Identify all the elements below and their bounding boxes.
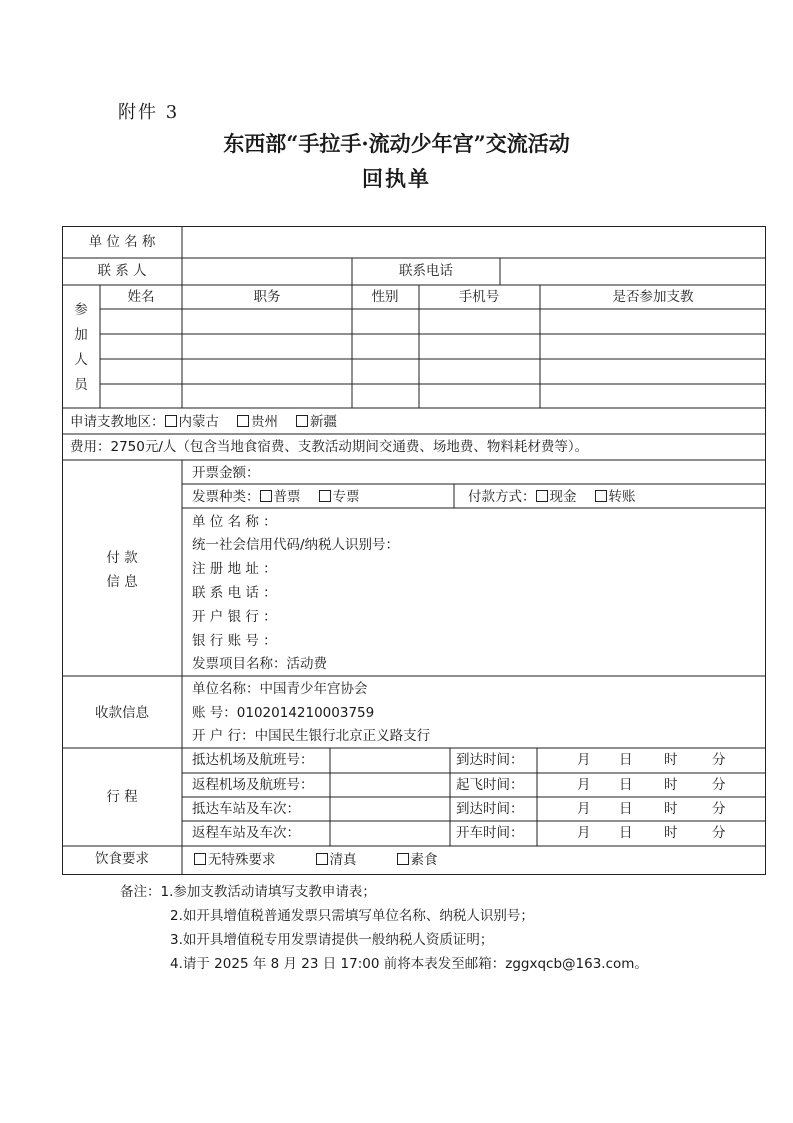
note-line-1: 备注：1.参加支教活动请填写支教申请表； [120,884,376,900]
time-unit-month: 月 [577,777,591,793]
diet-option-none[interactable] [194,853,276,868]
note-line-2: 2.如开具增值税普通发票只需填写单位名称、纳税人识别号； [170,908,534,924]
diet-option-label: 素食 [410,852,438,868]
itinerary-row-arrival-flight: 抵达机场及航班号： [192,752,314,768]
document-title: 东西部“手拉手·流动少年宫”交流活动 [223,131,570,156]
itinerary-row-arrival-train: 抵达车站及车次： [192,801,300,817]
payment-field-bank: 开 户 银 行 ： [192,609,277,625]
pay-method-option-label: 转账 [608,489,636,505]
invoice-type-option-label: 专票 [332,489,360,505]
itinerary-train-departure-time-label: 开车时间： [456,825,524,841]
payment-field-account: 银 行 账 号 ： [192,633,277,649]
time-unit-hour: 时 [664,801,678,817]
contact-phone-label: 联系电话 [399,263,453,279]
region-option-label: 贵州 [251,414,278,430]
contact-label: 联 系 人 [97,263,147,279]
checkbox-icon[interactable] [397,853,409,865]
time-unit-minute: 分 [712,777,726,793]
invoice-type-normal[interactable] [260,490,301,505]
pay-method-label: 付款方式： [468,489,536,505]
time-unit-hour: 时 [664,752,678,768]
fee-text: 费用：2750元/人（包含当地食宿费、支教活动期间交通费、场地费、物料耗材费等）。 [70,439,589,455]
invoice-type-special[interactable] [319,490,360,505]
time-unit-day: 日 [619,825,633,841]
time-unit-month: 月 [577,825,591,841]
column-header-name: 姓名 [127,289,155,305]
note-line-3: 3.如开具增值税专用发票请提供一般纳税人资质证明； [170,932,494,948]
time-unit-month: 月 [577,801,591,817]
invoice-type-option-label: 普票 [273,489,301,505]
invoice-type-row [192,490,360,505]
attachment-label: 附件 3 [118,102,180,123]
itinerary-train-arrival-time-label: 到达时间： [456,801,524,817]
time-unit-hour: 时 [664,825,678,841]
document-subtitle: 回执单 [362,166,431,191]
pay-method-row [468,490,636,505]
receiving-unit-name: 单位名称：中国青少年宫协会 [192,681,368,697]
checkbox-icon[interactable] [165,415,177,427]
region-row [70,415,337,430]
time-unit-minute: 分 [712,825,726,841]
participants-label [72,298,90,398]
itinerary-section-label: 行 程 [106,789,138,805]
payment-field-unit-name: 单 位 名 称 ： [192,514,277,530]
itinerary-row-return-train: 返程车站及车次： [192,825,300,841]
invoice-type-label: 发票种类： [192,489,260,505]
region-option-xinjiang[interactable] [296,415,337,430]
column-header-gender: 性别 [371,289,399,305]
diet-option-label: 清真 [329,852,357,868]
time-unit-month: 月 [577,752,591,768]
diet-option-label: 无特殊要求 [208,852,276,868]
time-unit-hour: 时 [664,777,678,793]
payment-section-label-2: 信 息 [106,574,138,590]
participants-label-char: 参 [74,302,88,318]
payment-field-invoice-item: 发票项目名称：活动费 [192,656,327,672]
receiving-account: 账 号：0102014210003759 [192,705,375,721]
payment-field-address: 注 册 地 址 ： [192,561,277,577]
participants-label-char: 人 [74,352,88,368]
participants-label-char: 员 [74,377,88,393]
note-line-4: 4.请于 2025 年 8 月 23 日 17:00 前将本表发至邮箱：zggxqcb@163.com。 [170,956,648,972]
diet-option-vegetarian[interactable] [397,853,438,868]
receiving-section-label: 收款信息 [95,705,149,721]
itinerary-departure-time-label: 起飞时间： [456,777,524,793]
time-unit-day: 日 [619,752,633,768]
time-unit-day: 日 [619,777,633,793]
column-header-position: 职务 [253,289,281,305]
checkbox-icon[interactable] [260,490,272,502]
itinerary-row-return-flight: 返程机场及航班号： [192,777,314,793]
participants-label-char: 加 [74,327,88,343]
diet-options-row [194,853,438,868]
diet-label: 饮食要求 [95,851,149,867]
checkbox-icon[interactable] [319,490,331,502]
itinerary-arrival-time-label: 到达时间： [456,752,524,768]
region-option-inner-mongolia[interactable] [165,415,220,430]
payment-section-label-1: 付 款 [106,550,138,566]
receipt-form [62,226,766,876]
checkbox-icon[interactable] [595,490,607,502]
form-grid [62,226,766,876]
pay-method-option-label: 现金 [549,489,577,505]
checkbox-icon[interactable] [194,853,206,865]
payment-field-phone: 联 系 电 话 ： [192,585,277,601]
payment-field-tax-id: 统一社会信用代码/纳税人识别号： [192,537,400,553]
region-label: 申请支教地区： [70,414,165,430]
pay-method-cash[interactable] [536,490,577,505]
time-unit-minute: 分 [712,801,726,817]
diet-option-halal[interactable] [316,853,357,868]
region-option-label: 新疆 [310,414,337,430]
checkbox-icon[interactable] [237,415,249,427]
column-header-join-teaching: 是否参加支教 [612,289,694,305]
column-header-mobile: 手机号 [458,289,500,305]
time-unit-minute: 分 [712,752,726,768]
time-unit-day: 日 [619,801,633,817]
checkbox-icon[interactable] [316,853,328,865]
unit-name-label: 单 位 名 称 [88,234,156,250]
checkbox-icon[interactable] [296,415,308,427]
receiving-bank: 开 户 行：中国民生银行北京正义路支行 [192,728,431,744]
invoice-amount-label: 开票金额： [192,465,260,481]
pay-method-transfer[interactable] [595,490,636,505]
checkbox-icon[interactable] [536,490,548,502]
region-option-label: 内蒙古 [178,414,219,430]
region-option-guizhou[interactable] [237,415,278,430]
